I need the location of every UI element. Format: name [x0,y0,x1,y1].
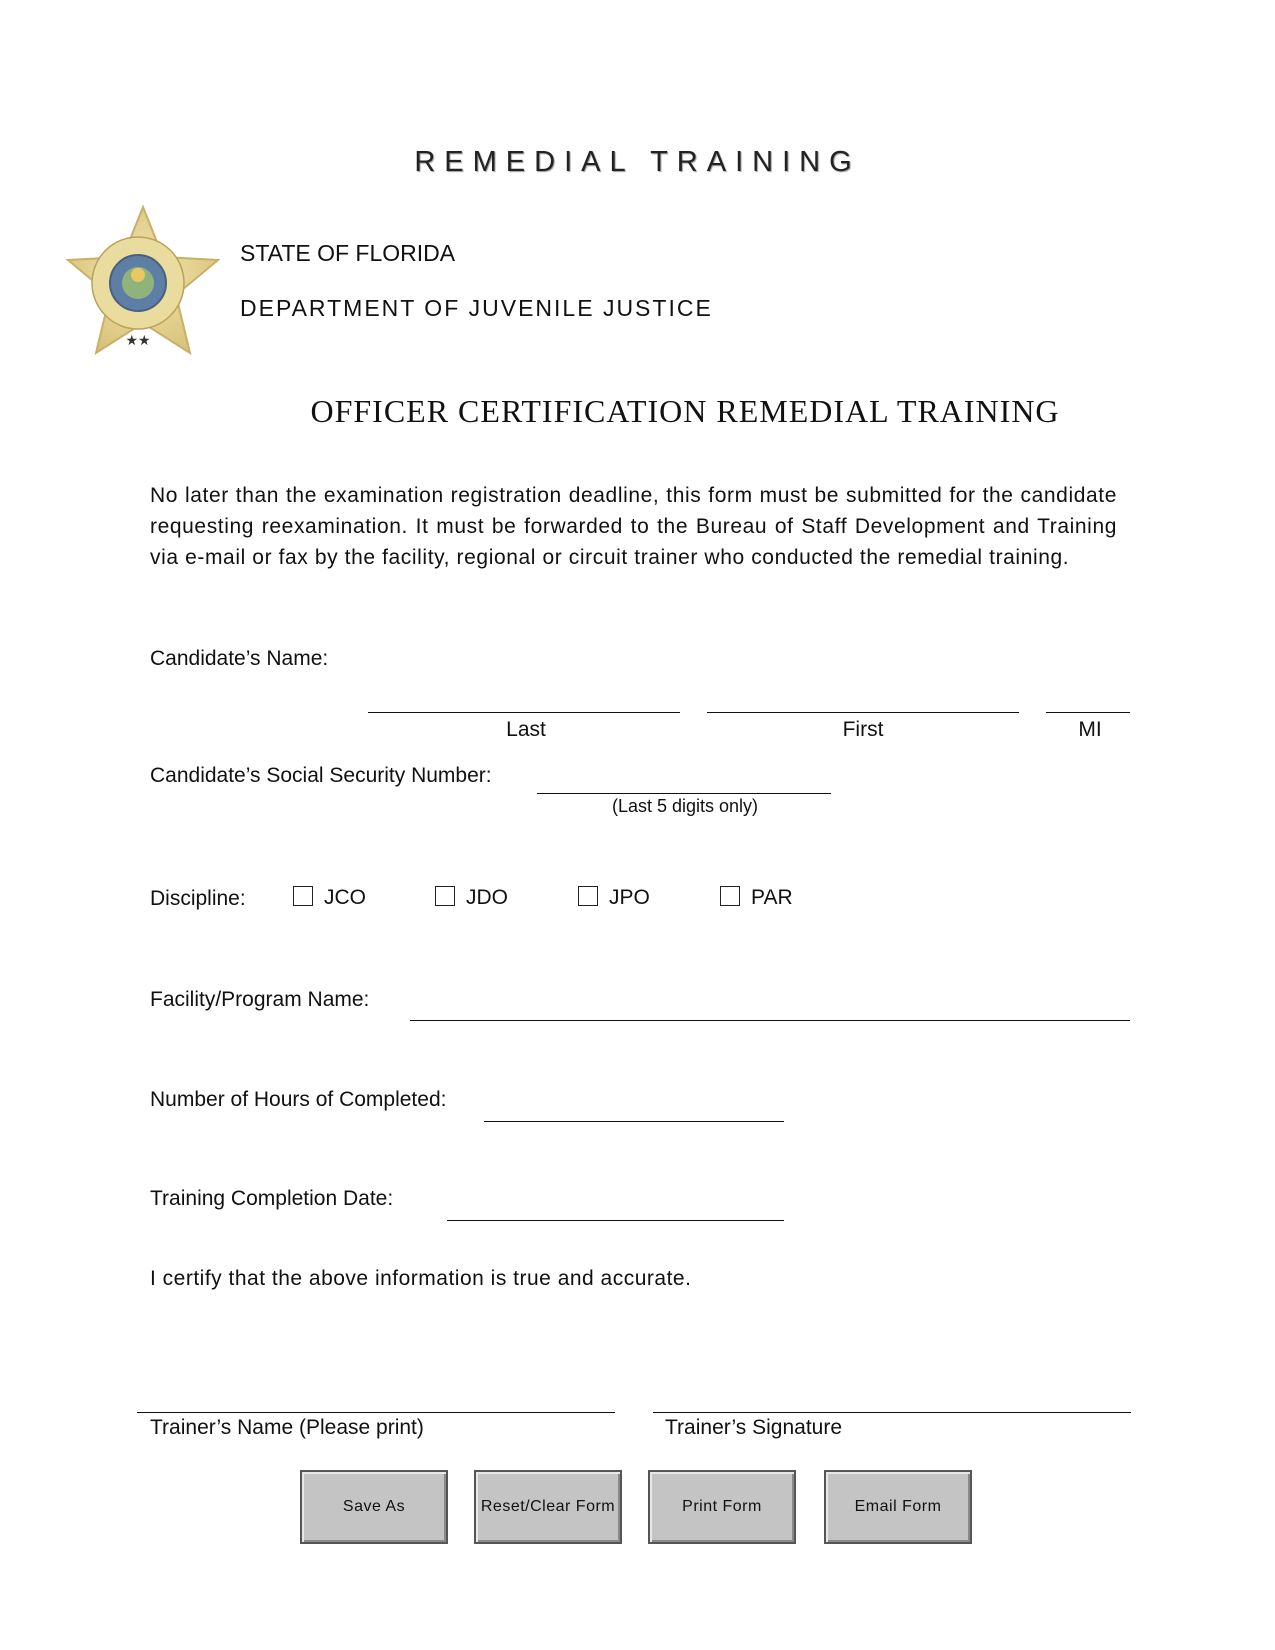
trainer-signature-caption: Trainer’s Signature [665,1416,843,1439]
reset-form-button[interactable]: Reset/Clear Form [474,1470,622,1544]
last-name-caption: Last [506,718,546,741]
email-form-button[interactable]: Email Form [824,1470,972,1544]
candidate-name-label: Candidate’s Name: [150,647,329,670]
trainer-signature-field[interactable] [653,1412,1131,1413]
save-as-button[interactable]: Save As [300,1470,448,1544]
facility-label: Facility/Program Name: [150,988,370,1011]
discipline-jpo-label: JPO [609,886,650,909]
mi-caption: MI [1078,718,1102,741]
hours-label: Number of Hours of Completed: [150,1088,447,1111]
state-name: STATE OF FLORIDA [240,240,456,266]
discipline-jco-label: JCO [324,886,366,909]
checkbox-par[interactable] [720,886,740,906]
checkbox-jpo[interactable] [578,886,598,906]
first-name-caption: First [842,718,884,741]
checkbox-jco[interactable] [293,886,313,906]
discipline-jdo-label: JDO [466,886,508,909]
completion-date-label: Training Completion Date: [150,1187,394,1210]
discipline-label: Discipline: [150,887,246,910]
trainer-name-field[interactable] [137,1412,615,1413]
completion-date-field[interactable] [447,1220,784,1221]
checkbox-jdo[interactable] [435,886,455,906]
print-form-button[interactable]: Print Form [648,1470,796,1544]
dj-badge-seal [58,205,228,375]
hours-field[interactable] [484,1121,784,1122]
ssn-hint: (Last 5 digits only) [611,796,759,816]
discipline-par-label: PAR [751,886,793,909]
last-name-field[interactable] [368,712,680,713]
middle-initial-field[interactable] [1046,712,1130,713]
intro-paragraph: No later than the examination registration deadline, this form must be submitted for the candidate requesting reexamination. It must be forwarded to the Bureau of Staff Development and Training via e-mail or fax by the facility, regional or circuit trainer who conducted the remedial training. [150,484,1117,569]
trainer-name-caption: Trainer’s Name (Please print) [150,1416,424,1439]
first-name-field[interactable] [707,712,1019,713]
banner-title: REMEDIAL TRAINING [414,146,861,178]
certification-statement: I certify that the above information is true and accurate. [150,1267,692,1290]
department-name: DEPARTMENT OF JUVENILE JUSTICE [240,295,713,321]
ssn-field[interactable] [537,793,831,794]
ssn-label: Candidate’s Social Security Number: [150,764,492,787]
facility-field[interactable] [410,1020,1130,1021]
svg-text:★★: ★★ [125,332,151,348]
form-title: OFFICER CERTIFICATION REMEDIAL TRAINING [310,393,1060,429]
